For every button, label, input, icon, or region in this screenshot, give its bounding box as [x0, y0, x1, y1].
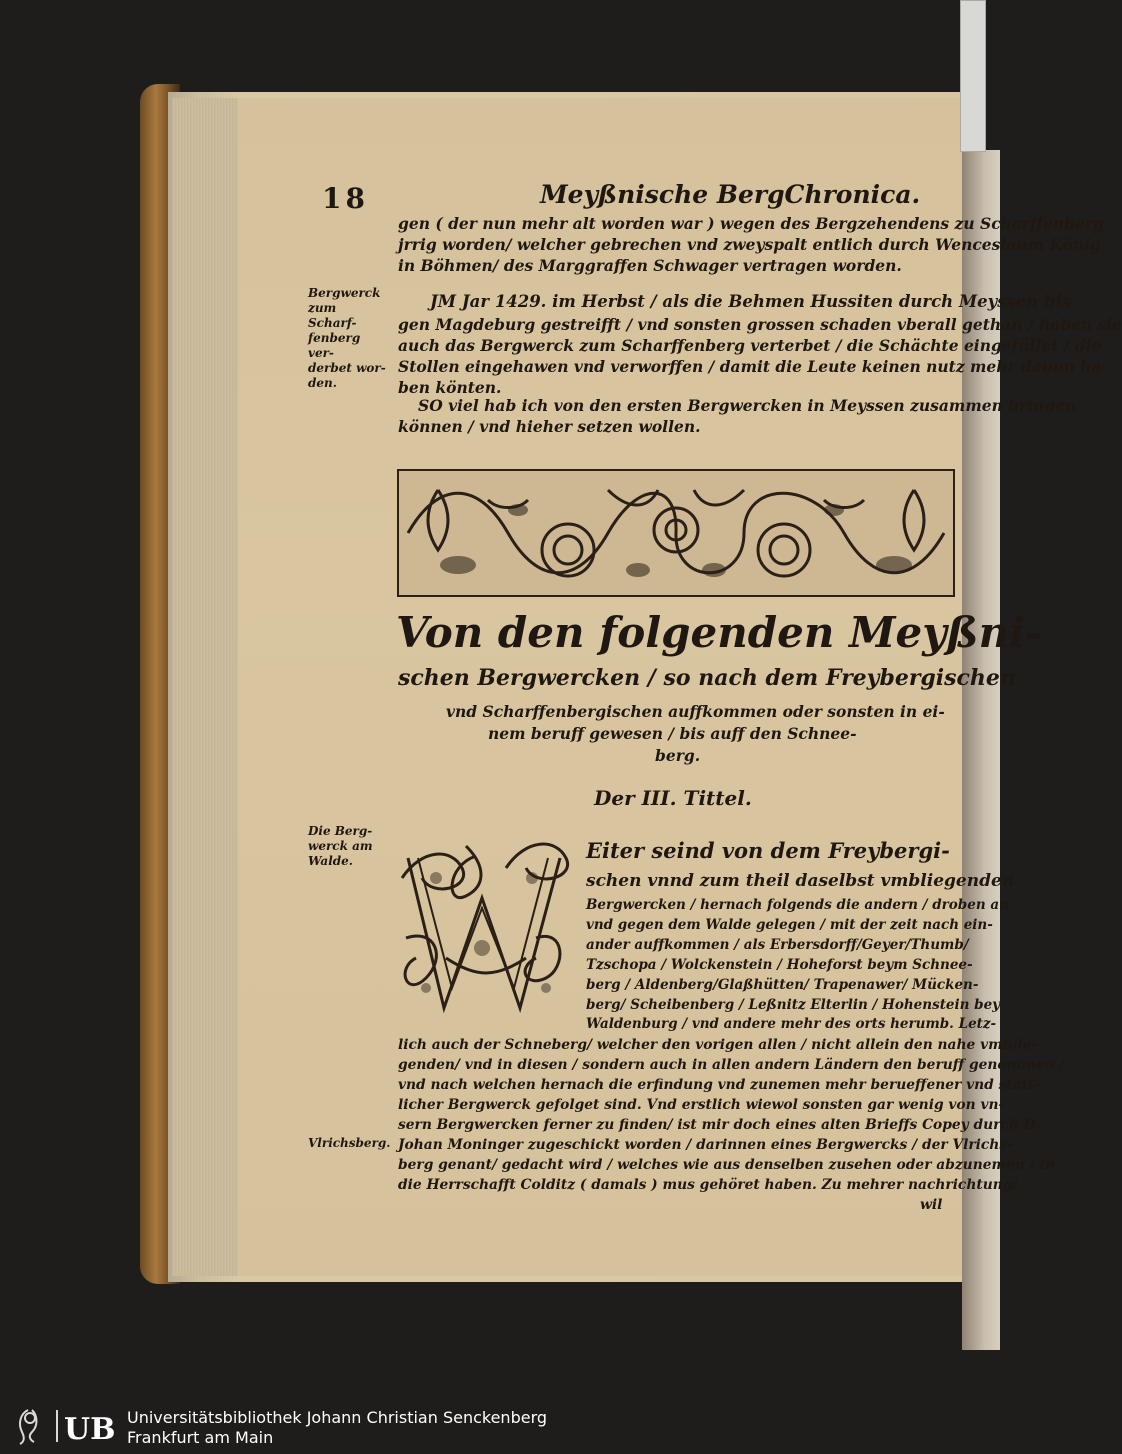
chapter-line: Bergwercken / hernach folgends die andern / droben an: [586, 897, 1009, 913]
chapter-line: sern Bergwercken ferner zu finden/ ist mir doch eines alten Brieffs Copey durch D.: [398, 1117, 1040, 1133]
body-line: gen ( der nun mehr alt worden war ) wegen des Bergzehendens zu Scharffenberg: [398, 214, 1104, 233]
catchword: wil: [920, 1197, 943, 1213]
body-line: ben könten.: [398, 378, 502, 397]
chapter-line: licher Bergwerck gefolget sind. Vnd erstlich wiewol sonsten gar wenig von vn-: [398, 1097, 1005, 1113]
body-line: JM Jar 1429. im Herbst / als die Behmen Hussiten durch Meyssen bis: [430, 292, 1072, 311]
library-logo[interactable]: [6, 1404, 118, 1448]
chapter-line: genden/ vnd in diesen / sondern auch in allen andern Ländern den beruff genommen /: [398, 1057, 1065, 1073]
body-line: Stollen eingehawen vnd verworffen / damit die Leute keinen nutz mehr dauon ha-: [398, 357, 1109, 376]
chapter-line: vnd nach welchen hernach die erfindung vnd zunemen mehr berueffener vnd statt-: [398, 1077, 1041, 1093]
section-heading-line: nem beruff gewesen / bis auff den Schnee-: [488, 724, 857, 743]
body-line: auch das Bergwerck zum Scharffenberg verterbet / die Schächte eingefüllet / die: [398, 336, 1102, 355]
body-line: jrrig worden/ welcher gebrechen vnd zweyspalt entlich durch Wenceslaum König: [398, 235, 1101, 254]
margin-note-walde: Die Berg- werck am Walde.: [308, 824, 373, 868]
body-line: gen Magdeburg gestreifft / vnd sonsten grossen schaden vberall gethan / haben sie: [398, 315, 1122, 334]
chapter-line: berg genant/ gedacht wird / welches wie aus denselben zusehen oder abzunemen / in: [398, 1157, 1055, 1173]
chapter-line: berg/ Scheibenberg / Leßnitz Elterlin / Hohenstein bey: [586, 997, 1001, 1013]
body-line: SO viel hab ich von den ersten Bergwercken in Meyssen zusammen bringen: [418, 396, 1077, 415]
chapter-line: lich auch der Schneberg/ welcher den vorigen allen / nicht allein den nahe vmblie-: [398, 1037, 1038, 1053]
margin-note-ulrichsberg: Vlrichsberg.: [308, 1136, 391, 1150]
decorated-initial-w: [396, 838, 572, 1018]
chapter-line: die Herrschafft Colditz ( damals ) mus gehöret haben. Zu mehrer nachrichtung/: [398, 1177, 1018, 1193]
chapter-line: Tzschopa / Wolckenstein / Hoheforst beym Schnee-: [586, 957, 973, 973]
page-number: 18: [322, 182, 369, 215]
chapter-line: vnd gegen dem Walde gelegen / mit der zeit nach ein-: [586, 917, 993, 933]
page-edges: [172, 98, 242, 1276]
section-heading-line: Von den folgenden Meyßni-: [396, 608, 1043, 657]
footer-city: Frankfurt am Main: [127, 1428, 274, 1447]
chapter-line: schen vnnd zum theil daselbst vmbliegenden: [586, 871, 1015, 891]
running-title: Meyßnische BergChronica.: [540, 180, 921, 209]
chapter-title: Der III. Tittel.: [594, 786, 752, 810]
chapter-line: Johan Moninger zugeschickt worden / darinnen eines Bergwercks / der Vlrichs-: [398, 1137, 1013, 1153]
chapter-line: berg / Aldenberg/Glaßhütten/ Trapenawer/ Mücken-: [586, 977, 979, 993]
section-heading-line: vnd Scharffenbergischen auffkommen oder sonsten in ei-: [446, 702, 945, 721]
ornamental-woodcut-band: [398, 470, 954, 596]
chapter-line: Eiter seind von dem Freybergi-: [586, 838, 950, 863]
svg-text:UB: UB: [64, 1412, 116, 1447]
footer-institution: Universitätsbibliothek Johann Christian Senckenberg: [127, 1408, 548, 1427]
body-line: in Böhmen/ des Marggraffen Schwager vertragen worden.: [398, 256, 902, 275]
section-heading-line: berg.: [655, 746, 701, 765]
section-heading-line: schen Bergwercken / so nach dem Freybergischen: [398, 665, 1016, 691]
chapter-line: Waldenburg / vnd andere mehr des orts herumb. Letz-: [586, 1016, 997, 1032]
margin-note-scharffenberg: Bergwerck zum Scharf- fenberg ver- derbet wor- den.: [308, 286, 386, 390]
chapter-line: ander auffkommen / als Erbersdorff/Geyer/Thumb/: [586, 937, 969, 953]
page-clip: [960, 0, 986, 152]
body-line: können / vnd hieher setzen wollen.: [398, 417, 701, 436]
